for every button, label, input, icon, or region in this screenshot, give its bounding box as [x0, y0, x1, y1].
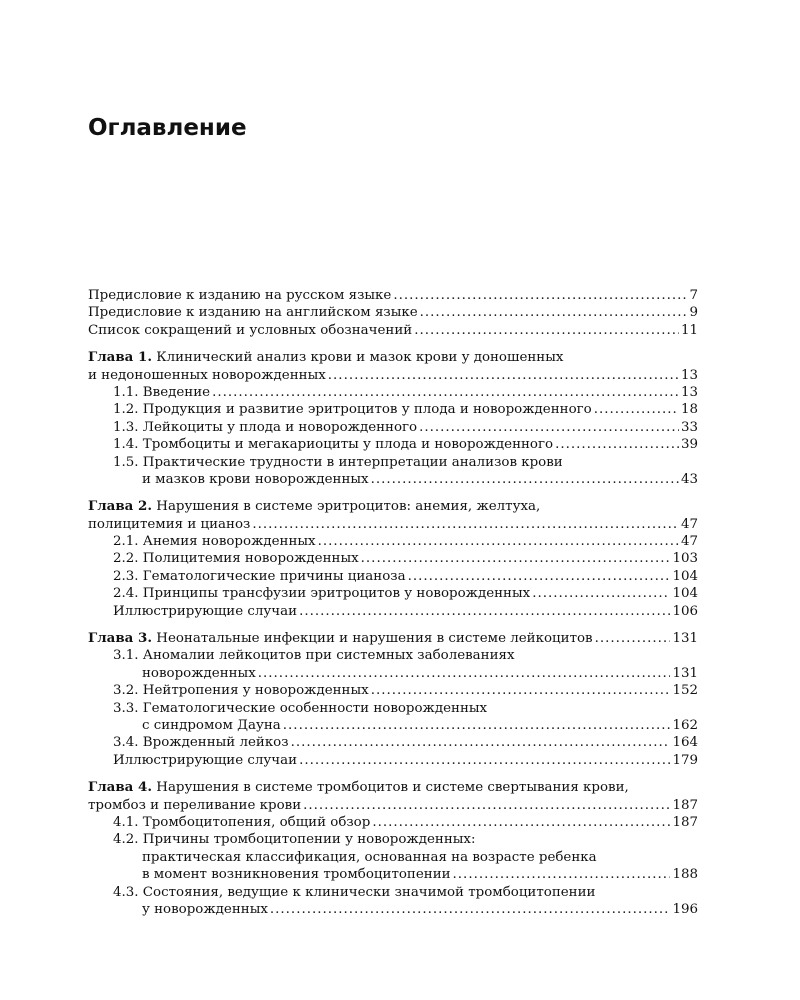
- dot-leader: [594, 401, 679, 418]
- dot-leader: [299, 603, 670, 620]
- toc-section[interactable]: [88, 533, 698, 550]
- toc-page-number: 47: [680, 534, 698, 550]
- toc-page-number: 103: [672, 551, 698, 567]
- chapter-title: Нарушения в системе тромбоцитов и системе свертывания крови,: [156, 780, 629, 796]
- dot-leader: [595, 630, 671, 647]
- toc-page-number: 187: [672, 797, 698, 813]
- toc-page-number: 33: [680, 419, 698, 435]
- section-label: 3.2. Нейтропения у новорожденных: [113, 683, 369, 699]
- toc-section[interactable]: [88, 734, 698, 751]
- section-label: 2.4. Принципы трансфузии эритроцитов у новорожденных: [113, 586, 531, 602]
- dot-leader: [371, 682, 671, 699]
- chapter-title-cont: тромбоз и переливание крови: [88, 797, 302, 813]
- dot-leader: [252, 516, 679, 533]
- toc-section[interactable]: [88, 752, 698, 769]
- toc-page-number: 179: [672, 752, 698, 768]
- toc-chapter-4-heading[interactable]: [88, 779, 698, 796]
- section-label: 3.4. Врожденный лейкоз: [113, 735, 289, 751]
- section-label: Иллюстрирующие случаи: [113, 603, 298, 619]
- dot-leader: [555, 436, 679, 453]
- toc-page-number: 11: [680, 322, 698, 338]
- dot-leader: [328, 367, 679, 384]
- toc-entry-label: Список сокращений и условных обозначений: [88, 322, 413, 338]
- dot-leader: [258, 665, 671, 682]
- chapter-title-cont: и недоношенных новорожденных: [88, 367, 326, 383]
- toc-page-number: 106: [672, 603, 698, 619]
- toc-chapter-2-heading[interactable]: [88, 498, 698, 515]
- chapter-title: Нарушения в системе эритроцитов: анемия, желтуха,: [156, 499, 541, 515]
- toc-page-number: 18: [680, 402, 698, 418]
- toc-section[interactable]: [88, 700, 698, 717]
- toc-page-number: 43: [680, 471, 698, 487]
- dot-leader: [420, 304, 688, 321]
- section-label: 1.3. Лейкоциты у плода и новорожденного: [113, 419, 418, 435]
- toc-section-cont[interactable]: [88, 901, 698, 918]
- dot-leader: [453, 866, 671, 883]
- toc-page-number: 13: [680, 367, 698, 383]
- chapter-number: Глава 2.: [88, 498, 152, 515]
- toc-section[interactable]: [88, 682, 698, 699]
- toc-page-number: 104: [672, 586, 698, 602]
- toc-section-cont[interactable]: [88, 665, 698, 682]
- dot-leader: [393, 287, 687, 304]
- dot-leader: [270, 901, 671, 918]
- section-label: 1.5. Практические трудности в интерпретации анализов крови: [113, 454, 563, 470]
- toc-chapter-4-heading-cont[interactable]: [88, 797, 698, 814]
- toc-chapter-3-heading[interactable]: [88, 630, 698, 647]
- toc-chapter-1-heading-cont[interactable]: [88, 367, 698, 384]
- toc-section[interactable]: [88, 568, 698, 585]
- toc-page-number: 7: [689, 288, 698, 303]
- chapter-number: Глава 1.: [88, 349, 152, 366]
- chapter-title-cont: полицитемия и цианоз: [88, 516, 251, 532]
- toc-page-number: 152: [672, 683, 698, 699]
- toc-chapter-1-heading[interactable]: [88, 349, 698, 366]
- toc-section[interactable]: [88, 814, 698, 831]
- toc-section-cont[interactable]: [88, 471, 698, 488]
- section-label-cont: практическая классификация, основанная на возрасте ребенка: [142, 849, 597, 865]
- section-label: 1.4. Тромбоциты и мегакариоциты у плода и новорожденного: [113, 437, 554, 453]
- dot-leader: [318, 533, 679, 550]
- toc-page-number: 9: [689, 305, 698, 321]
- toc-section[interactable]: [88, 436, 698, 453]
- dot-leader: [419, 419, 679, 436]
- section-label: 3.1. Аномалии лейкоцитов при системных заболеваниях: [113, 648, 515, 664]
- toc-page-number: 39: [680, 437, 698, 453]
- dot-leader: [414, 322, 679, 339]
- section-label-cont: у новорожденных: [142, 901, 268, 917]
- toc-section[interactable]: [88, 603, 698, 620]
- toc-entry-label: Предисловие к изданию на английском языке: [88, 305, 418, 321]
- toc-section[interactable]: [88, 647, 698, 664]
- toc-page-number: 13: [680, 384, 698, 400]
- toc-section[interactable]: [88, 831, 698, 848]
- toc-page-number: 187: [672, 814, 698, 830]
- toc-section[interactable]: [88, 884, 698, 901]
- dot-leader: [291, 734, 671, 751]
- section-label: 4.2. Причины тромбоцитопении у новорожденных:: [113, 832, 476, 848]
- section-label: 3.3. Гематологические особенности новорожденных: [113, 700, 488, 716]
- toc-entry-label: Предисловие к изданию на русском языке: [88, 288, 392, 303]
- page-title: Оглавление: [88, 115, 247, 141]
- toc-section[interactable]: [88, 550, 698, 567]
- section-label-cont: в момент возникновения тромбоцитопении: [142, 867, 451, 883]
- toc-entry-preface-en[interactable]: [88, 304, 698, 321]
- section-label: 2.2. Полицитемия новорожденных: [113, 551, 359, 567]
- section-label: 1.1. Введение: [113, 384, 211, 400]
- toc-page-number: 188: [672, 867, 698, 883]
- toc-section[interactable]: [88, 454, 698, 471]
- dot-leader: [408, 568, 671, 585]
- toc-entry-preface-ru[interactable]: [88, 287, 698, 304]
- dot-leader: [303, 797, 670, 814]
- toc-page-number: 104: [672, 568, 698, 584]
- toc-section[interactable]: [88, 419, 698, 436]
- section-label: 1.2. Продукция и развитие эритроцитов у плода и новорожденного: [113, 402, 592, 418]
- chapter-title: Неонатальные инфекции и нарушения в системе лейкоцитов: [156, 631, 593, 647]
- section-label: 4.3. Состояния, ведущие к клинически значимой тромбоцитопении: [113, 884, 596, 900]
- chapter-title: Клинический анализ крови и мазок крови у доношенных: [156, 350, 564, 366]
- toc-section-cont[interactable]: [88, 717, 698, 734]
- section-label-cont: и мазков крови новорожденных: [142, 471, 369, 487]
- section-label: 2.1. Анемия новорожденных: [113, 534, 316, 550]
- toc-entry-abbreviations[interactable]: [88, 322, 698, 339]
- toc-chapter-2-heading-cont[interactable]: [88, 516, 698, 533]
- toc-section[interactable]: [88, 384, 698, 401]
- toc-section[interactable]: [88, 401, 698, 418]
- dot-leader: [361, 550, 671, 567]
- toc-page-number: 131: [672, 631, 698, 647]
- section-label: Иллюстрирующие случаи: [113, 752, 298, 768]
- toc-section-cont[interactable]: [88, 866, 698, 883]
- toc-page-number: 47: [680, 516, 698, 532]
- toc-page-number: 131: [672, 665, 698, 681]
- toc-page-number: 196: [672, 901, 698, 917]
- toc-page-number: 164: [672, 735, 698, 751]
- toc-page-number: 162: [672, 717, 698, 733]
- dot-leader: [283, 717, 671, 734]
- section-label: 4.1. Тромбоцитопения, общий обзор: [113, 814, 371, 830]
- toc-section-cont[interactable]: [88, 849, 698, 866]
- dot-leader: [372, 814, 670, 831]
- dot-leader: [532, 585, 670, 602]
- chapter-number: Глава 4.: [88, 779, 152, 796]
- section-label-cont: новорожденных: [142, 665, 256, 681]
- section-label: 2.3. Гематологические причины цианоза: [113, 568, 406, 584]
- section-label-cont: с синдромом Дауна: [142, 717, 281, 733]
- dot-leader: [212, 384, 679, 401]
- chapter-number: Глава 3.: [88, 630, 152, 647]
- dot-leader: [371, 471, 679, 488]
- table-of-contents: [88, 287, 698, 918]
- toc-section[interactable]: [88, 585, 698, 602]
- dot-leader: [299, 752, 670, 769]
